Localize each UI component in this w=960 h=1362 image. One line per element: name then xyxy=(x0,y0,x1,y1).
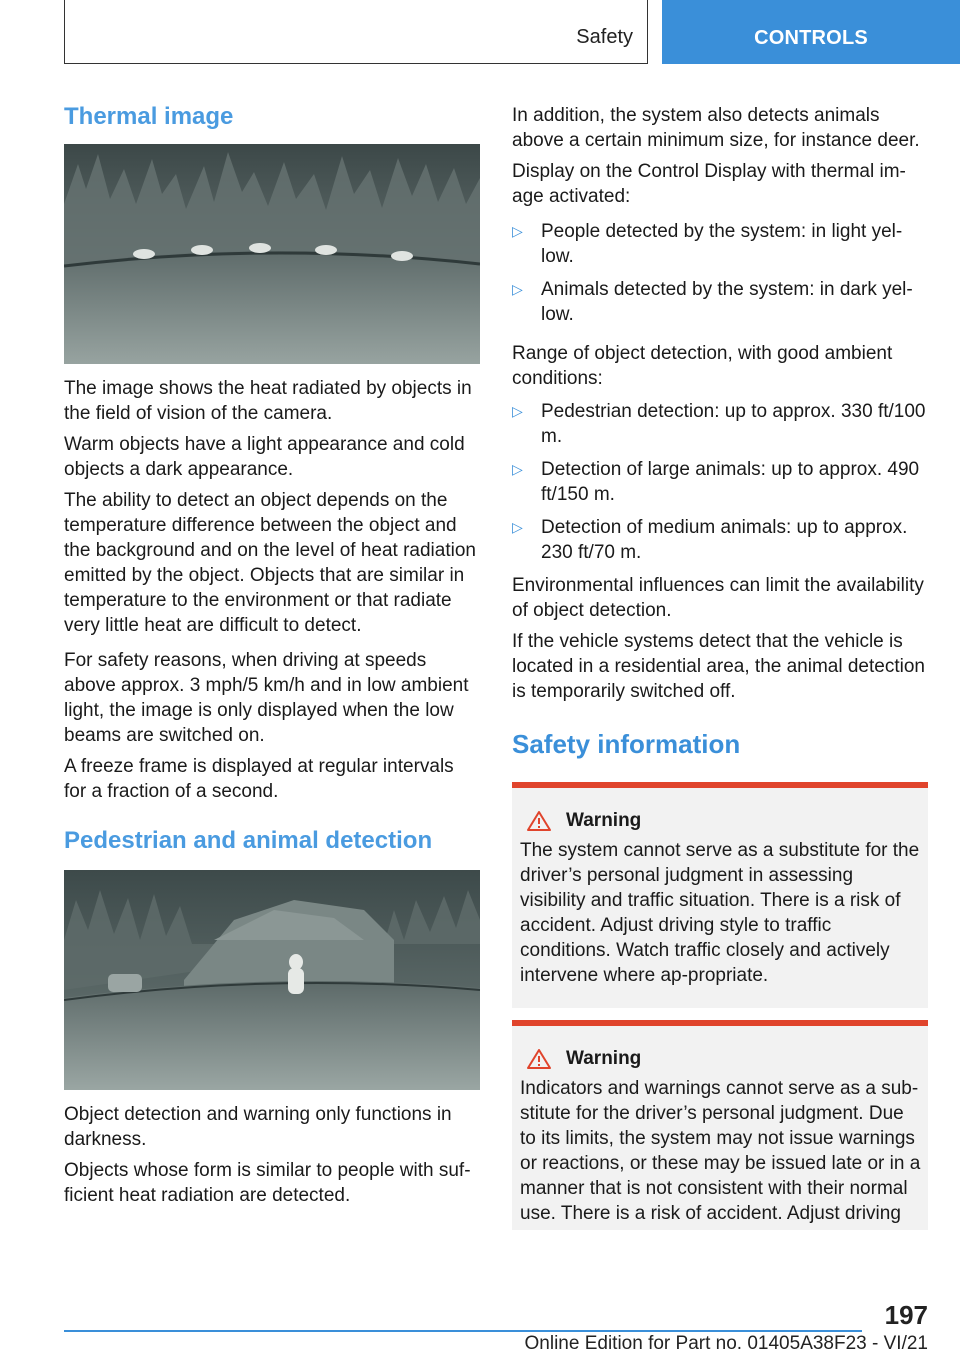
triangle-bullet-icon: ▷ xyxy=(512,223,523,239)
warning-box-1 xyxy=(512,782,928,1008)
footer-divider xyxy=(64,1330,862,1332)
pedestrian-detection-figure xyxy=(64,870,480,1090)
triangle-bullet-icon: ▷ xyxy=(512,519,523,535)
range-paragraph: Range of object detection, with good ambient conditions: xyxy=(512,343,893,389)
display-paragraph: Display on the Control Display with thermal im‐age activated: xyxy=(512,161,906,207)
header-section-box xyxy=(64,0,648,64)
header-chapter-label: CONTROLS xyxy=(754,27,868,49)
animals-paragraph: In addition, the system also detects animals above a certain minimum size, for instance deer. xyxy=(512,105,920,151)
safety-information-heading: Safety information xyxy=(512,729,741,759)
warning-header xyxy=(520,1048,922,1070)
display-colors-list xyxy=(512,219,928,327)
thermal-paragraph-1: The image shows the heat radiated by objects in the field of vision of the camera. xyxy=(64,378,472,424)
warning-text: The system cannot serve as a substitute for the driver’s personal judgment in assessing visibility and traffic situation. There is a risk of accident. Adjust driving style to traffic conditions. Watch traffic closely and actively intervene where ap‐propriate. xyxy=(520,840,920,986)
thermal-image-heading: Thermal image xyxy=(64,103,234,130)
list-item: ▷ Animals detected by the system: in dark yel‐low. xyxy=(512,279,913,325)
right-column xyxy=(512,103,928,1230)
list-item: ▷ People detected by the system: in light yel‐low. xyxy=(512,221,903,267)
left-column xyxy=(64,100,480,1208)
page-number: 197 xyxy=(884,1300,928,1330)
list-item: ▷ Detection of medium animals: up to approx. 230 ft/70 m. xyxy=(512,517,908,563)
thermal-paragraph-2: Warm objects have a light appearance and cold objects a dark appearance. xyxy=(64,434,465,480)
residential-paragraph: If the vehicle systems detect that the vehicle is located in a residential area, the animal detection is temporarily switched off. xyxy=(512,631,925,702)
thermal-image-figure xyxy=(64,144,480,364)
thermal-paragraph-3: The ability to detect an object depends on the temperature difference between the object and the background and on the level of heat radiation emitted by the object. Objects that are similar in temperature to the environment or that radiate very little heat are difficult to detect. xyxy=(64,490,476,636)
environment-paragraph: Environmental influences can limit the availability of object detection. xyxy=(512,575,924,621)
triangle-bullet-icon: ▷ xyxy=(512,403,523,419)
thermal-paragraph-5: A freeze frame is displayed at regular intervals for a fraction of a second. xyxy=(64,756,454,802)
triangle-bullet-icon: ▷ xyxy=(512,461,523,477)
pedestrian-detection-illustration xyxy=(64,870,480,1090)
triangle-bullet-icon: ▷ xyxy=(512,281,523,297)
thermal-image-illustration xyxy=(64,144,480,364)
warning-header xyxy=(520,810,922,832)
warning-title: Warning xyxy=(566,1048,642,1069)
thermal-paragraph-4: For safety reasons, when driving at speeds above approx. 3 mph/5 km/h and in low ambient light, the image is only displayed when the low beams are switched on. xyxy=(64,650,469,746)
header-section-title: Safety xyxy=(576,26,633,48)
header-chapter-tab xyxy=(662,0,960,64)
list-item: ▷ Pedestrian detection: up to approx. 330 ft/100 m. xyxy=(512,401,926,447)
warning-text: Indicators and warnings cannot serve as a sub‐stitute for the driver’s personal judgment. Due to its limits, the system may not issue warnings or reactions, or these may be issued late or in a manner that is not consistent with their normal use. There is a risk of accident. Adjust driving xyxy=(520,1078,921,1224)
pedestrian-paragraph-2: Objects whose form is similar to people with suf‐ficient heat radiation are detected. xyxy=(64,1160,471,1206)
detection-range-list xyxy=(512,399,928,565)
pedestrian-detection-heading: Pedestrian and animal detection xyxy=(64,827,433,854)
footer-edition: Online Edition for Part no. 01405A38F23 - VI/21 xyxy=(524,1333,928,1354)
warning-triangle-icon xyxy=(526,810,552,832)
warning-triangle-icon xyxy=(526,1048,552,1070)
warning-box-2 xyxy=(512,1020,928,1230)
warning-title: Warning xyxy=(566,810,642,831)
list-item: ▷ Detection of large animals: up to approx. 490 ft/150 m. xyxy=(512,459,920,505)
pedestrian-paragraph-1: Object detection and warning only functions in darkness. xyxy=(64,1104,452,1150)
